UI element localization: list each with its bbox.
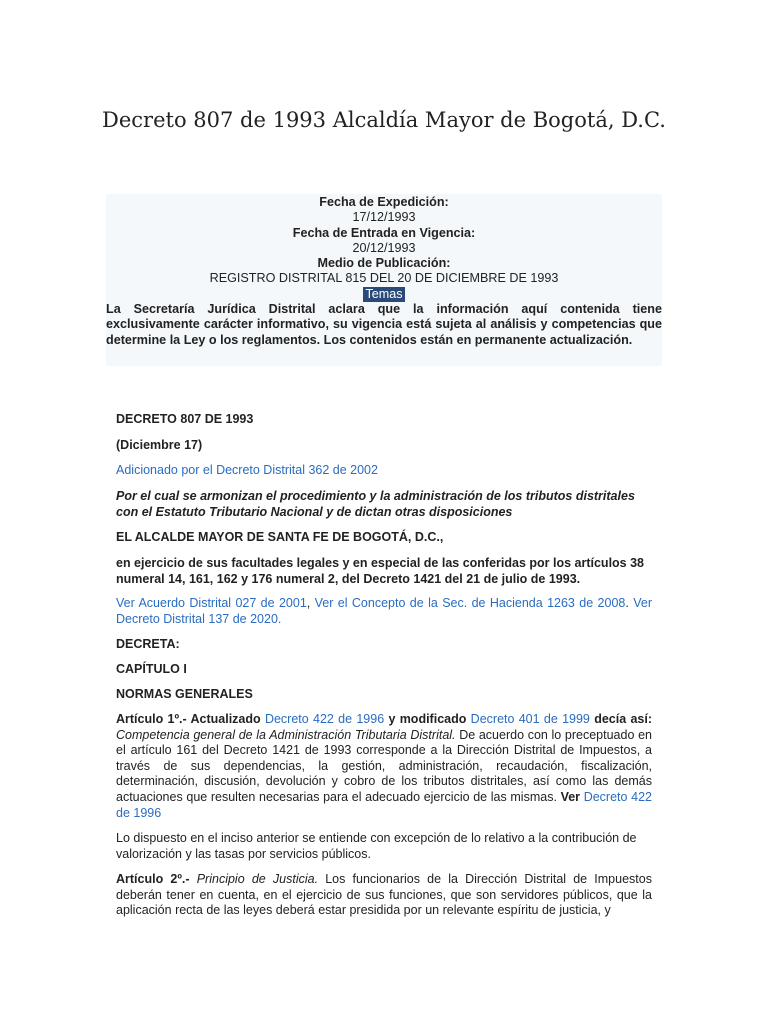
separator: , [306, 596, 315, 610]
see-link-acuerdo[interactable]: Ver Acuerdo Distrital 027 de 2001 [116, 596, 307, 610]
publication-medium: REGISTRO DISTRITAL 815 DEL 20 DE DICIEMBRE DE 1993 [209, 271, 559, 286]
chapter-title: NORMAS GENERALES [116, 687, 253, 701]
paragraph-exception: Lo dispuesto en el inciso anterior se entiende con excepción de lo relativo a la contribución de valorización y las tasas por servicios públicos. [116, 831, 637, 861]
article-1-link-401[interactable]: Decreto 401 de 1999 [470, 712, 590, 726]
see-link-decreto[interactable]: Ver Decreto Distrital 137 de 2020. [116, 596, 652, 626]
decree-subtitle: Por el cual se armonizan el procedimiento y la administración de los tributos distritales con el Estatuto Tributario Nacional y de dictan otras disposiciones [116, 489, 635, 519]
article-1 [116, 712, 652, 821]
issue-date-label: Fecha de Expedición: [319, 195, 449, 209]
article-2-title: Principio de Justicia. [196, 872, 319, 886]
temas-link[interactable]: Temas [365, 286, 403, 301]
article-1-mod: y modificado [388, 712, 467, 726]
decreta-heading: DECRETA: [116, 637, 180, 651]
see-also-paragraph [116, 596, 652, 627]
effective-date: 20/12/1993 [352, 240, 416, 255]
info-box [106, 194, 662, 366]
article-2-label: Artículo 2º.- [116, 872, 190, 886]
chapter-heading: CAPÍTULO I [116, 662, 187, 676]
decree-heading: DECRETO 807 DE 1993 [116, 412, 254, 426]
article-1-title: Competencia general de la Administración Tributaria Distrital. [116, 727, 456, 742]
article-1-label: Artículo 1º.- Actualizado [116, 712, 261, 726]
article-2 [116, 872, 652, 919]
effective-date-label: Fecha de Entrada en Vigencia: [292, 225, 476, 240]
added-by-link[interactable]: Adicionado por el Decreto Distrital 362 de 2002 [116, 463, 378, 477]
article-2-text: Los funcionarios de la Dirección Distrital de Impuestos deberán tener en cuenta, en el ejercicio de sus funciones, que son servidores públicos, que la aplicación recta de las leyes deberá estar presidida por un relevante espíritu de justicia, y [116, 872, 652, 918]
issue-date: 17/12/1993 [352, 210, 416, 225]
article-1-text: De acuerdo con lo preceptuado en el artículo 161 del Decreto 1421 de 1993 corresponde a la Dirección Distrital de Impuestos, a través de sus dependencias, la gestión, administración, recaudación, fiscalización, determinación, discusión, devolución y cobro de los tributos distritales, así como las demás actuaciones que resulten necesarias para el adecuado ejercicio de las mismas. [116, 727, 652, 804]
powers-text: en ejercicio de sus facultades legales y en especial de las conferidas por los artículos 38 numeral 14, 161, 162 y 176 numeral 2, del Decreto 1421 del 21 de julio de 1993. [116, 556, 645, 586]
disclaimer: La Secretaría Jurídica Distrital aclara que la información aquí contenida tiene exclusivamente carácter informativo, su vigencia está sujeta al análisis y competencias que determine la Ley o los reglamentos. Los contenidos están en permanente actualización. [106, 302, 662, 347]
article-1-link-422[interactable]: Decreto 422 de 1996 [264, 712, 385, 726]
publication-label: Medio de Publicación: [317, 256, 451, 271]
see-link-concepto[interactable]: Ver el Concepto de la Sec. de Hacienda 1263 de 2008 [314, 596, 626, 610]
article-1-link-ver[interactable]: Decreto 422 de 1996 [116, 789, 652, 820]
article-1-ver: Ver [560, 789, 581, 804]
mayor-heading: EL ALCALDE MAYOR DE SANTA FE DE BOGOTÁ, D.C., [116, 530, 444, 544]
document-title: Decreto 807 de 1993 Alcaldía Mayor de Bogotá, D.C. [102, 108, 666, 132]
article-1-decia: decía así: [594, 712, 652, 726]
separator: . [625, 596, 634, 610]
decree-date: (Diciembre 17) [116, 438, 203, 452]
